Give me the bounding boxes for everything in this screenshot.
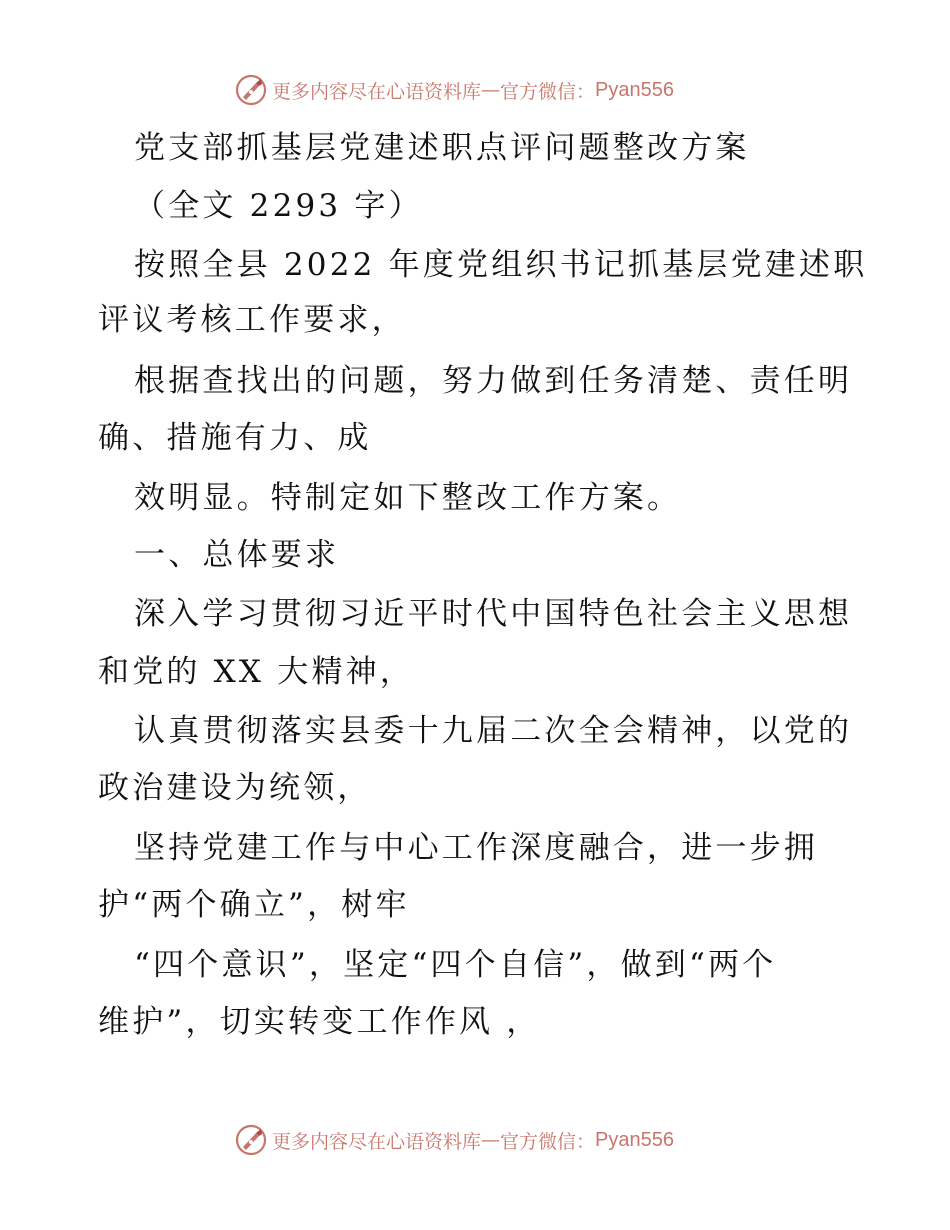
paragraph-line: 评议考核工作要求， (98, 302, 406, 338)
document-word-count: （全文 2293 字） (134, 188, 423, 224)
paragraph-line: 护“两个确立”，树牢 (98, 887, 410, 923)
paragraph-line: “四个意识”，坚定“四个自信”，做到“两个 (134, 947, 777, 983)
paragraph-line: 深入学习贯彻习近平时代中国特色社会主义思想 (134, 596, 853, 632)
pen-nib-logo-icon (234, 1123, 268, 1157)
paragraph-line: 坚持党建工作与中心工作深度融合，进一步拥 (134, 830, 818, 866)
pen-nib-logo-icon (234, 73, 268, 107)
watermark-text: 更多内容尽在心语资料库 (272, 1130, 482, 1153)
document-title: 党支部抓基层党建述职点评问题整改方案 (134, 130, 750, 166)
paragraph-line: 确、措施有力、成 (98, 420, 372, 456)
paragraph-line: 认真贯彻落实县委十九届二次全会精神，以党的 (134, 713, 853, 749)
section-heading: 一、总体要求 (134, 537, 340, 573)
watermark-wechat-id: Pyan556 (595, 1128, 674, 1151)
footer-watermark (234, 1122, 674, 1158)
watermark-text: 更多内容尽在心语资料库 (272, 80, 482, 103)
watermark-dash: — (481, 1129, 501, 1151)
paragraph-line: 根据查找出的问题，努力做到任务清楚、责任明 (134, 363, 853, 399)
paragraph-line: 政治建设为统领， (98, 770, 372, 806)
watermark-dash: — (481, 79, 501, 101)
paragraph-line: 和党的 XX 大精神， (98, 654, 415, 690)
watermark-label: 官方微信： (500, 1130, 596, 1153)
paragraph-line: 效明显。特制定如下整改工作方案。 (134, 480, 682, 516)
paragraph-line: 按照全县 2022 年度党组织书记抓基层党建述职 (134, 247, 868, 283)
watermark-wechat-id: Pyan556 (595, 78, 674, 101)
watermark-label: 官方微信： (500, 80, 596, 103)
paragraph-line: 维护”，切实转变工作作风 ， (98, 1004, 541, 1040)
header-watermark (234, 72, 674, 108)
